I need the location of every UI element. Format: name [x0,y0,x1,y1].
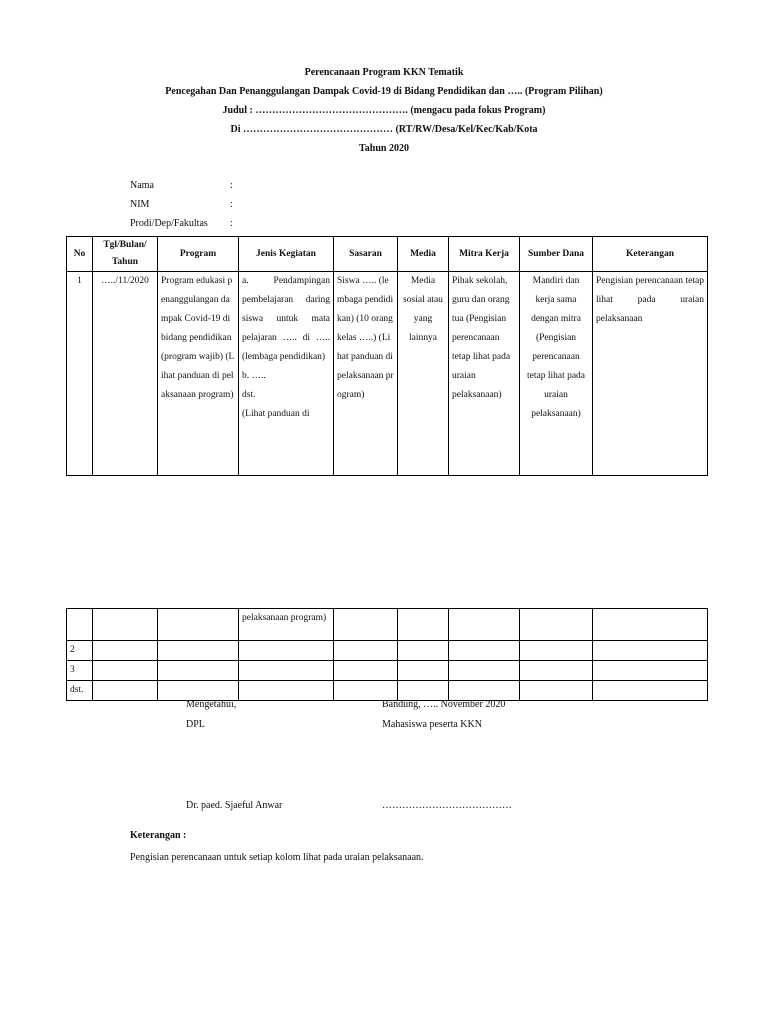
mengetahui-label: Mengetahui, [186,699,237,710]
document-subtitle: Pencegahan Dan Penanggulangan Dampak Covid-19 di Bidang Pendidikan dan ….. (Program Pilihan) [165,86,603,97]
keterangan-text: Pengisian perencanaan untuk setiap kolom lihat pada uraian pelaksanaan. [130,852,424,863]
jenis-item-note: (Lihat panduan di [242,409,310,419]
document-title: Perencanaan Program KKN Tematik [304,67,464,78]
cell-no: 2 [67,641,93,661]
cell-no: dst. [67,681,93,701]
header-keterangan: Keterangan [593,237,708,272]
prodi-label: Prodi/Dep/Fakultas [130,218,208,229]
jenis-item-b: b. ….. [242,371,266,381]
header-program: Program [158,237,239,272]
judul-line: Judul : ………………………………………. (mengacu pada fokus Program) [222,105,546,116]
header-no: No [67,237,93,272]
dpl-label: DPL [186,719,205,730]
cell-no: 3 [67,661,93,681]
table-row [67,681,708,701]
header-tgl: Tgl/Bulan/ Tahun [93,237,158,272]
dpl-name: Dr. paed. Sjaeful Anwar [186,800,283,811]
prodi-colon: : [230,218,233,229]
mahasiswa-label: Mahasiswa peserta KKN [382,719,482,730]
cell-no: 1 [67,272,93,476]
nim-label: NIM [130,199,150,210]
cell-program: Program edukasi penanggulangan dampak Covid-19 di bidang pendidikan (program wajib) (Lihat panduan di pelaksanaan program) [158,272,239,476]
nama-label: Nama [130,180,154,191]
table-row [67,272,708,476]
jenis-item-dst: dst. [242,390,256,400]
location-line: Di ……………………………………… (RT/RW/Desa/Kel/Kec/Kab/Kota [230,124,538,135]
jenis-item-a: a. Pendampingan pembelajaran daring siswa untuk mata pelajaran ….. di ….. (lembaga pendidikan) [242,276,330,362]
header-mitra-kerja: Mitra Kerja [449,237,520,272]
header-sasaran: Sasaran [334,237,398,272]
table-row [67,661,708,681]
cell-jenis-continuation: pelaksanaan program) [239,609,334,641]
cell-sumber-dana: Mandiri dan kerja sama dengan mitra (Pengisian perencanaan tetap lihat pada uraian pelaksanaan) [520,272,593,476]
year-line: Tahun 2020 [359,143,409,154]
cell-jenis-kegiatan [239,272,334,476]
header-jenis-kegiatan: Jenis Kegiatan [239,237,334,272]
nim-colon: : [230,199,233,210]
program-table-continuation [66,608,708,701]
header-media: Media [398,237,449,272]
cell-keterangan: Pengisian perencanaan tetap lihat pada uraian pelaksanaan [593,272,708,476]
header-sumber-dana: Sumber Dana [520,237,593,272]
table-row [67,609,708,641]
table-header-row [67,237,708,272]
cell-tgl: …../11/2020 [93,272,158,476]
keterangan-title: Keterangan : [130,830,187,841]
cell-mitra-kerja: Pihak sekolah, guru dan orang tua (Pengisian perencanaan tetap lihat pada uraian pelaksanaan) [449,272,520,476]
place-date: Bandung, ….. November 2020 [382,699,506,710]
table-row [67,641,708,661]
program-table [66,236,708,476]
cell-media: Media sosial atau yang lainnya [398,272,449,476]
nama-colon: : [230,180,233,191]
cell-sasaran: Siswa ….. (lembaga pendidikan) (10 orang kelas …..) (Lihat panduan di pelaksanaan program) [334,272,398,476]
student-name-placeholder: ………………………………… [382,800,512,811]
